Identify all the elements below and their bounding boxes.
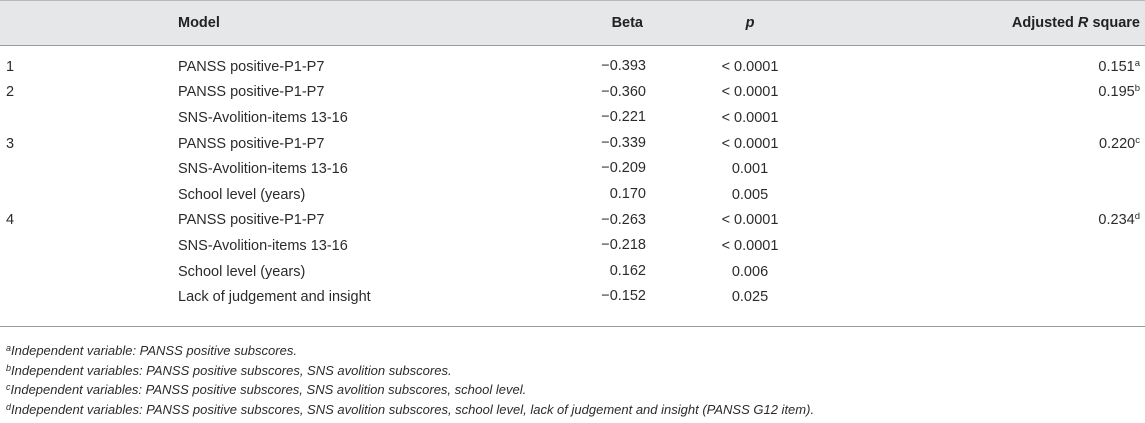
table-row [0,131,1145,157]
footnote-marker: c [1135,134,1140,146]
model-number: 1 [6,58,15,75]
table-row [0,233,1145,259]
variable-name: SNS-Avolition-items 13-16 [178,237,348,254]
adjusted-r-square-cell [895,182,1145,208]
adjusted-r-square-cell [895,131,1145,157]
table-body [0,46,1145,310]
beta-value: 0.170 [609,185,646,202]
footnote-text: Independent variables: PANSS positive subscores, SNS avolition subscores. [11,362,452,378]
header-model: Model [178,15,220,31]
model-number: 3 [6,135,15,152]
model-number [0,284,178,310]
p-value: < 0.0001 [721,237,779,254]
beta-value: −0.263 [601,211,646,228]
variable-name: PANSS positive-P1-P7 [178,212,325,229]
beta-value: 0.162 [609,262,646,279]
variable-name: PANSS positive-P1-P7 [178,58,325,75]
adjusted-r-square-cell [895,156,1145,182]
footnote [6,361,1136,381]
header-p: p [745,15,755,31]
beta-value: −0.209 [601,160,646,177]
adjusted-r-square-cell [895,233,1145,259]
footnote [6,341,1136,361]
footnote-text: Independent variables: PANSS positive subscores, SNS avolition subscores, school level. [10,382,527,398]
table-row [0,208,1145,234]
adjusted-r-square-value: 0.220 [1098,135,1136,152]
variable-name: SNS-Avolition-items 13-16 [178,109,348,126]
variable-name: Lack of judgement and insight [178,289,371,306]
model-number [0,105,178,131]
header-blank [0,0,178,46]
p-value: < 0.0001 [721,109,779,126]
table-row [0,46,1145,80]
footnote-marker: d [1134,211,1140,223]
table-row [0,284,1145,310]
table-row [0,80,1145,106]
table-header-row [0,0,1145,46]
model-number [0,233,178,259]
bottom-rule [0,326,1145,327]
footnote-mark: b [6,362,12,373]
adjusted-r-square-cell [895,105,1145,131]
model-number [0,182,178,208]
header-beta: Beta [611,15,643,31]
footnote-mark: d [6,401,12,412]
p-value: < 0.0001 [721,135,779,152]
p-value: 0.006 [731,263,769,280]
model-number: 4 [6,212,15,229]
footnote-marker: b [1134,83,1140,95]
beta-value: −0.218 [601,237,646,254]
adjusted-r-square-cell [895,259,1145,285]
model-number [0,259,178,285]
adjusted-r-square-value: 0.234 [1098,212,1135,229]
model-number [0,156,178,182]
table-footnotes [6,341,1136,419]
p-value: < 0.0001 [721,58,779,75]
beta-value: −0.152 [601,288,646,305]
variable-name: SNS-Avolition-items 13-16 [178,161,348,178]
adjusted-r-square-value: 0.195 [1098,84,1135,101]
beta-value: −0.221 [601,109,646,126]
footnote [6,380,1136,400]
p-value: 0.025 [731,289,769,306]
p-value: 0.005 [731,186,769,203]
footnote-text: Independent variables: PANSS positive subscores, SNS avolition subscores, school level, lack of judgement and insight (PANSS G12 item). [11,401,815,417]
table-row [0,105,1145,131]
adjusted-r-square-cell [895,284,1145,310]
footnote-text: Independent variable: PANSS positive subscores. [11,343,297,358]
footnote [6,400,1136,420]
header-p-cell [605,0,895,46]
p-value: < 0.0001 [721,212,779,229]
footnote-marker: a [1134,57,1140,69]
header-adjusted-r-square: Adjusted R square [1011,15,1140,31]
adjusted-r-square-cell [895,208,1145,234]
variable-name: PANSS positive-P1-P7 [178,84,325,101]
adjusted-r-square-value: 0.151 [1098,58,1135,75]
footnote-mark: a [6,343,12,353]
table-row [0,156,1145,182]
model-number: 2 [6,84,15,101]
p-value: 0.001 [731,161,769,178]
variable-name: School level (years) [178,263,306,280]
adjusted-r-square-cell [895,46,1145,80]
footnote-mark: c [6,382,11,393]
table-row [0,182,1145,208]
beta-value: −0.360 [601,83,646,100]
beta-value: −0.339 [601,134,646,151]
variable-name: School level (years) [178,186,306,203]
p-value: < 0.0001 [721,84,779,101]
table-row [0,259,1145,285]
beta-value: −0.393 [601,58,646,74]
variable-name: PANSS positive-P1-P7 [178,135,325,152]
adjusted-r-square-cell [895,80,1145,106]
